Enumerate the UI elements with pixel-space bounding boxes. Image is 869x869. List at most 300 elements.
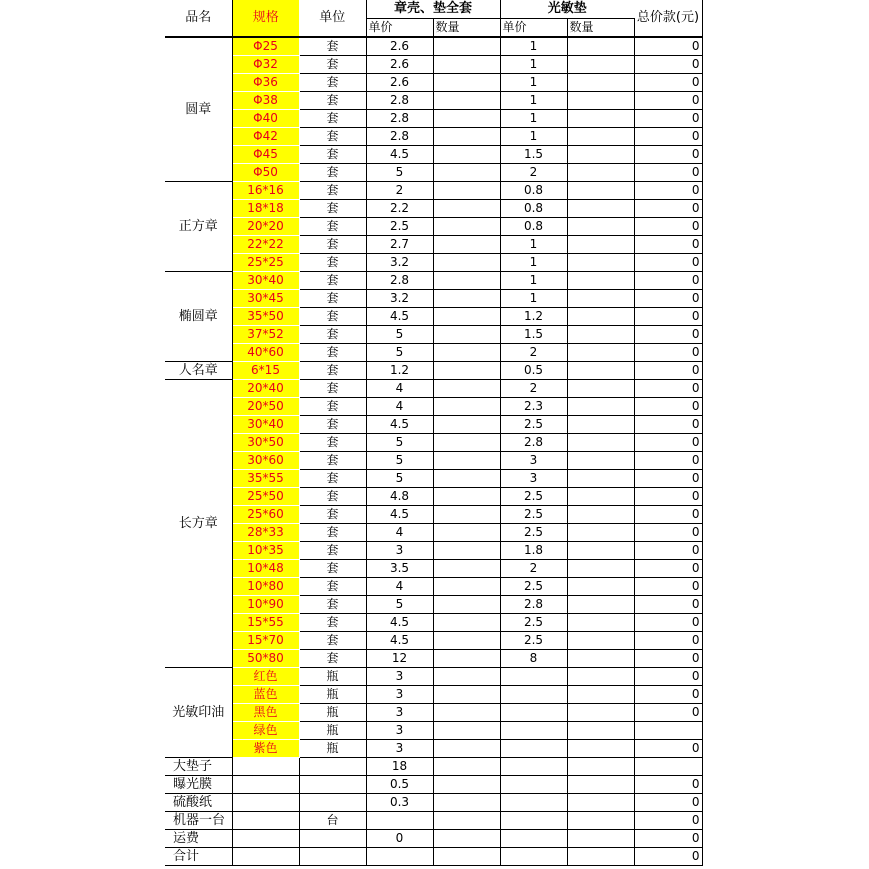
total-cell: 0 [634, 776, 702, 794]
pad-qty-cell[interactable] [567, 812, 634, 830]
total-cell: 0 [634, 488, 702, 506]
table-row [165, 848, 702, 866]
spec-cell: 10*48 [232, 560, 299, 578]
table-row [165, 506, 702, 524]
unit-cell: 套 [299, 362, 366, 380]
pad-price-cell: 2 [500, 344, 567, 362]
set-qty-cell[interactable] [433, 326, 500, 344]
spec-cell: 25*25 [232, 254, 299, 272]
set-qty-cell[interactable] [433, 362, 500, 380]
spec-cell: 25*60 [232, 506, 299, 524]
pad-price-cell: 2.5 [500, 578, 567, 596]
pad-qty-cell[interactable] [567, 398, 634, 416]
pad-price-cell: 2.8 [500, 434, 567, 452]
spec-cell: 16*16 [232, 182, 299, 200]
pad-price-cell [500, 848, 567, 866]
total-cell: 0 [634, 452, 702, 470]
table-row [165, 254, 702, 272]
pad-qty-cell[interactable] [567, 290, 634, 308]
set-price-cell: 2.8 [366, 128, 433, 146]
unit-cell: 套 [299, 308, 366, 326]
unit-cell: 套 [299, 56, 366, 74]
unit-cell: 套 [299, 470, 366, 488]
spec-cell: Φ38 [232, 92, 299, 110]
unit-cell: 套 [299, 614, 366, 632]
set-qty-cell[interactable] [433, 542, 500, 560]
pad-price-cell: 2.5 [500, 488, 567, 506]
header-price-1: 单价 [366, 19, 433, 38]
pad-price-cell: 1.2 [500, 308, 567, 326]
unit-cell: 套 [299, 110, 366, 128]
set-price-cell: 4.5 [366, 506, 433, 524]
pad-qty-cell[interactable] [567, 758, 634, 776]
unit-cell: 套 [299, 380, 366, 398]
spec-cell: 紫色 [232, 740, 299, 758]
unit-cell: 瓶 [299, 704, 366, 722]
table-row [165, 470, 702, 488]
pad-qty-cell[interactable] [567, 524, 634, 542]
set-price-cell: 4.5 [366, 416, 433, 434]
total-cell: 0 [634, 542, 702, 560]
pad-qty-cell[interactable] [567, 830, 634, 848]
spec-cell: 35*50 [232, 308, 299, 326]
total-cell: 0 [634, 200, 702, 218]
unit-cell: 套 [299, 200, 366, 218]
set-qty-cell[interactable] [433, 812, 500, 830]
unit-cell: 瓶 [299, 722, 366, 740]
pad-price-cell: 1 [500, 56, 567, 74]
spec-cell: Φ50 [232, 164, 299, 182]
table-row [165, 236, 702, 254]
total-cell: 0 [634, 812, 702, 830]
set-qty-cell[interactable] [433, 488, 500, 506]
spec-cell: 黑色 [232, 704, 299, 722]
spec-cell: 30*40 [232, 416, 299, 434]
unit-cell: 台 [299, 812, 366, 830]
table-row [165, 164, 702, 182]
set-price-cell: 5 [366, 470, 433, 488]
set-price-cell: 3 [366, 542, 433, 560]
spec-cell: 20*20 [232, 218, 299, 236]
set-qty-cell[interactable] [433, 794, 500, 812]
unit-cell [299, 776, 366, 794]
set-qty-cell[interactable] [433, 776, 500, 794]
table-row [165, 92, 702, 110]
total-cell: 0 [634, 794, 702, 812]
pad-qty-cell[interactable] [567, 146, 634, 164]
pad-qty-cell[interactable] [567, 200, 634, 218]
pad-price-cell: 1.8 [500, 542, 567, 560]
pad-price-cell: 1 [500, 128, 567, 146]
pad-price-cell [500, 776, 567, 794]
unit-cell [299, 848, 366, 866]
pad-qty-cell[interactable] [567, 560, 634, 578]
pad-qty-cell[interactable] [567, 470, 634, 488]
table-row [165, 596, 702, 614]
pad-qty-cell[interactable] [567, 56, 634, 74]
set-qty-cell[interactable] [433, 146, 500, 164]
set-qty-cell[interactable] [433, 164, 500, 182]
category-name: 人名章 [165, 362, 232, 380]
header-qty-1: 数量 [433, 19, 500, 38]
table-row [165, 740, 702, 758]
extra-spec-cell [232, 776, 299, 794]
set-price-cell: 2.2 [366, 200, 433, 218]
pad-price-cell [500, 668, 567, 686]
set-qty-cell[interactable] [433, 344, 500, 362]
set-price-cell: 3 [366, 686, 433, 704]
table-row [165, 182, 702, 200]
header-spec: 规格 [232, 0, 299, 37]
pad-qty-cell[interactable] [567, 74, 634, 92]
unit-cell: 套 [299, 92, 366, 110]
table-row [165, 218, 702, 236]
spec-cell: 30*60 [232, 452, 299, 470]
unit-cell: 套 [299, 650, 366, 668]
pad-qty-cell[interactable] [567, 848, 634, 866]
pad-price-cell: 3 [500, 452, 567, 470]
header-name: 品名 [165, 0, 232, 37]
unit-cell: 套 [299, 182, 366, 200]
total-cell: 0 [634, 308, 702, 326]
set-qty-cell[interactable] [433, 524, 500, 542]
pad-price-cell [500, 704, 567, 722]
pad-price-cell: 2 [500, 560, 567, 578]
pad-qty-cell[interactable] [567, 272, 634, 290]
table-row [165, 704, 702, 722]
pad-qty-cell[interactable] [567, 650, 634, 668]
extra-spec-cell [232, 812, 299, 830]
total-cell: 0 [634, 668, 702, 686]
pad-qty-cell[interactable] [567, 794, 634, 812]
set-qty-cell[interactable] [433, 506, 500, 524]
pad-qty-cell[interactable] [567, 326, 634, 344]
total-cell: 0 [634, 362, 702, 380]
spec-cell: 25*50 [232, 488, 299, 506]
unit-cell: 套 [299, 236, 366, 254]
extra-item-name: 曝光膜 [165, 776, 232, 794]
table-row [165, 758, 702, 776]
total-cell: 0 [634, 704, 702, 722]
table-row [165, 722, 702, 740]
table-row [165, 362, 702, 380]
unit-cell: 套 [299, 578, 366, 596]
pad-qty-cell[interactable] [567, 236, 634, 254]
unit-cell: 套 [299, 398, 366, 416]
pad-qty-cell[interactable] [567, 722, 634, 740]
set-qty-cell[interactable] [433, 704, 500, 722]
set-price-cell: 4.8 [366, 488, 433, 506]
price-table [165, 0, 703, 866]
table-row [165, 434, 702, 452]
category-name: 圆章 [165, 37, 232, 182]
total-cell: 0 [634, 128, 702, 146]
set-price-cell: 2.6 [366, 74, 433, 92]
table-row [165, 128, 702, 146]
total-cell: 0 [634, 848, 702, 866]
set-price-cell: 0.5 [366, 776, 433, 794]
total-cell: 0 [634, 110, 702, 128]
pad-qty-cell[interactable] [567, 740, 634, 758]
set-qty-cell[interactable] [433, 182, 500, 200]
total-cell: 0 [634, 740, 702, 758]
set-price-cell: 5 [366, 434, 433, 452]
set-qty-cell[interactable] [433, 560, 500, 578]
set-qty-cell[interactable] [433, 110, 500, 128]
set-price-cell: 4 [366, 524, 433, 542]
table-row [165, 560, 702, 578]
total-cell: 0 [634, 596, 702, 614]
set-price-cell: 4 [366, 380, 433, 398]
total-cell: 0 [634, 56, 702, 74]
pad-qty-cell[interactable] [567, 254, 634, 272]
set-price-cell: 2.7 [366, 236, 433, 254]
pad-qty-cell[interactable] [567, 632, 634, 650]
total-cell: 0 [634, 524, 702, 542]
pad-qty-cell[interactable] [567, 506, 634, 524]
set-price-cell: 2 [366, 182, 433, 200]
table-row [165, 290, 702, 308]
set-qty-cell[interactable] [433, 128, 500, 146]
pad-qty-cell[interactable] [567, 542, 634, 560]
pad-price-cell: 1 [500, 110, 567, 128]
pad-qty-cell[interactable] [567, 37, 634, 56]
total-cell: 0 [634, 416, 702, 434]
set-price-cell: 3.2 [366, 290, 433, 308]
price-sheet [165, 0, 703, 866]
set-price-cell: 2.8 [366, 92, 433, 110]
total-cell: 0 [634, 686, 702, 704]
set-qty-cell[interactable] [433, 74, 500, 92]
set-price-cell: 1.2 [366, 362, 433, 380]
pad-price-cell [500, 722, 567, 740]
set-price-cell: 5 [366, 344, 433, 362]
pad-price-cell: 1 [500, 37, 567, 56]
spec-cell: Φ25 [232, 37, 299, 56]
pad-price-cell: 2.5 [500, 506, 567, 524]
pad-qty-cell[interactable] [567, 434, 634, 452]
set-price-cell: 3 [366, 722, 433, 740]
pad-qty-cell[interactable] [567, 128, 634, 146]
pad-price-cell: 2 [500, 380, 567, 398]
spec-cell: 30*45 [232, 290, 299, 308]
total-cell: 0 [634, 146, 702, 164]
header-unit: 单位 [299, 0, 366, 37]
price-table-body [165, 0, 702, 866]
set-price-cell [366, 812, 433, 830]
pad-price-cell: 2 [500, 164, 567, 182]
set-price-cell: 3 [366, 668, 433, 686]
set-qty-cell[interactable] [433, 290, 500, 308]
extra-item-name: 机器一台 [165, 812, 232, 830]
set-qty-cell[interactable] [433, 56, 500, 74]
pad-qty-cell[interactable] [567, 668, 634, 686]
category-name: 椭圆章 [165, 272, 232, 362]
set-qty-cell[interactable] [433, 37, 500, 56]
header-group-full-set: 章壳、垫全套 [366, 0, 500, 19]
set-price-cell: 4.5 [366, 146, 433, 164]
total-cell: 0 [634, 236, 702, 254]
spec-cell: 红色 [232, 668, 299, 686]
pad-qty-cell[interactable] [567, 488, 634, 506]
total-cell: 0 [634, 272, 702, 290]
pad-qty-cell[interactable] [567, 380, 634, 398]
table-row [165, 524, 702, 542]
set-qty-cell[interactable] [433, 668, 500, 686]
unit-cell: 套 [299, 254, 366, 272]
table-row [165, 146, 702, 164]
total-cell: 0 [634, 614, 702, 632]
header-group-pad: 光敏垫 [500, 0, 634, 19]
spec-cell: 37*52 [232, 326, 299, 344]
spec-cell: Φ40 [232, 110, 299, 128]
table-row [165, 452, 702, 470]
set-price-cell: 4.5 [366, 632, 433, 650]
set-qty-cell[interactable] [433, 452, 500, 470]
pad-price-cell: 8 [500, 650, 567, 668]
spec-cell: 10*35 [232, 542, 299, 560]
pad-price-cell: 0.8 [500, 200, 567, 218]
set-qty-cell[interactable] [433, 596, 500, 614]
table-row [165, 812, 702, 830]
pad-qty-cell[interactable] [567, 344, 634, 362]
pad-price-cell: 1 [500, 74, 567, 92]
table-row [165, 272, 702, 290]
table-row [165, 632, 702, 650]
set-qty-cell[interactable] [433, 272, 500, 290]
total-cell: 0 [634, 164, 702, 182]
total-cell [634, 758, 702, 776]
table-row [165, 416, 702, 434]
set-qty-cell[interactable] [433, 686, 500, 704]
set-qty-cell[interactable] [433, 236, 500, 254]
table-row [165, 578, 702, 596]
unit-cell: 套 [299, 434, 366, 452]
set-price-cell: 4 [366, 398, 433, 416]
set-qty-cell[interactable] [433, 758, 500, 776]
extra-spec-cell [232, 830, 299, 848]
pad-qty-cell[interactable] [567, 164, 634, 182]
pad-qty-cell[interactable] [567, 182, 634, 200]
set-price-cell: 0.3 [366, 794, 433, 812]
set-qty-cell[interactable] [433, 416, 500, 434]
unit-cell: 套 [299, 632, 366, 650]
total-cell: 0 [634, 650, 702, 668]
set-qty-cell[interactable] [433, 200, 500, 218]
pad-price-cell: 2.8 [500, 596, 567, 614]
set-qty-cell[interactable] [433, 578, 500, 596]
table-row [165, 110, 702, 128]
set-qty-cell[interactable] [433, 218, 500, 236]
spec-cell: 50*80 [232, 650, 299, 668]
set-price-cell: 2.5 [366, 218, 433, 236]
set-qty-cell[interactable] [433, 254, 500, 272]
set-qty-cell[interactable] [433, 740, 500, 758]
unit-cell: 套 [299, 128, 366, 146]
pad-qty-cell[interactable] [567, 92, 634, 110]
pad-price-cell: 1 [500, 236, 567, 254]
spec-cell: 35*55 [232, 470, 299, 488]
total-cell: 0 [634, 578, 702, 596]
set-price-cell: 5 [366, 452, 433, 470]
pad-qty-cell[interactable] [567, 686, 634, 704]
pad-qty-cell[interactable] [567, 596, 634, 614]
set-price-cell: 4 [366, 578, 433, 596]
total-cell: 0 [634, 182, 702, 200]
set-qty-cell[interactable] [433, 650, 500, 668]
unit-cell: 套 [299, 146, 366, 164]
set-qty-cell[interactable] [433, 398, 500, 416]
pad-price-cell: 2.5 [500, 416, 567, 434]
set-qty-cell[interactable] [433, 632, 500, 650]
spec-cell: Φ42 [232, 128, 299, 146]
pad-qty-cell[interactable] [567, 776, 634, 794]
total-cell: 0 [634, 344, 702, 362]
spec-cell: 蓝色 [232, 686, 299, 704]
pad-qty-cell[interactable] [567, 578, 634, 596]
set-price-cell: 3 [366, 740, 433, 758]
pad-price-cell [500, 812, 567, 830]
set-qty-cell[interactable] [433, 434, 500, 452]
table-row [165, 308, 702, 326]
set-qty-cell[interactable] [433, 470, 500, 488]
pad-qty-cell[interactable] [567, 416, 634, 434]
spec-cell: 10*80 [232, 578, 299, 596]
pad-price-cell: 0.8 [500, 218, 567, 236]
pad-qty-cell[interactable] [567, 362, 634, 380]
set-qty-cell[interactable] [433, 92, 500, 110]
set-qty-cell[interactable] [433, 308, 500, 326]
total-cell: 0 [634, 560, 702, 578]
pad-qty-cell[interactable] [567, 308, 634, 326]
set-qty-cell[interactable] [433, 848, 500, 866]
category-name: 正方章 [165, 182, 232, 272]
total-cell: 0 [634, 380, 702, 398]
total-cell: 0 [634, 290, 702, 308]
set-qty-cell[interactable] [433, 614, 500, 632]
total-cell: 0 [634, 506, 702, 524]
unit-cell: 套 [299, 524, 366, 542]
table-row [165, 56, 702, 74]
pad-price-cell: 1.5 [500, 326, 567, 344]
total-cell: 0 [634, 830, 702, 848]
pad-qty-cell[interactable] [567, 110, 634, 128]
spec-cell: Φ36 [232, 74, 299, 92]
pad-qty-cell[interactable] [567, 614, 634, 632]
total-cell: 0 [634, 74, 702, 92]
spec-cell: 20*40 [232, 380, 299, 398]
spec-cell: Φ32 [232, 56, 299, 74]
unit-cell: 瓶 [299, 740, 366, 758]
total-cell: 0 [634, 326, 702, 344]
pad-price-cell [500, 794, 567, 812]
spec-cell: 30*40 [232, 272, 299, 290]
set-price-cell: 2.6 [366, 56, 433, 74]
set-price-cell: 4.5 [366, 308, 433, 326]
pad-price-cell: 0.5 [500, 362, 567, 380]
pad-qty-cell[interactable] [567, 452, 634, 470]
unit-cell: 套 [299, 218, 366, 236]
table-row [165, 776, 702, 794]
set-qty-cell[interactable] [433, 830, 500, 848]
set-price-cell: 0 [366, 830, 433, 848]
set-qty-cell[interactable] [433, 380, 500, 398]
unit-cell: 套 [299, 326, 366, 344]
set-qty-cell[interactable] [433, 722, 500, 740]
pad-price-cell: 2.5 [500, 524, 567, 542]
pad-qty-cell[interactable] [567, 704, 634, 722]
pad-qty-cell[interactable] [567, 218, 634, 236]
